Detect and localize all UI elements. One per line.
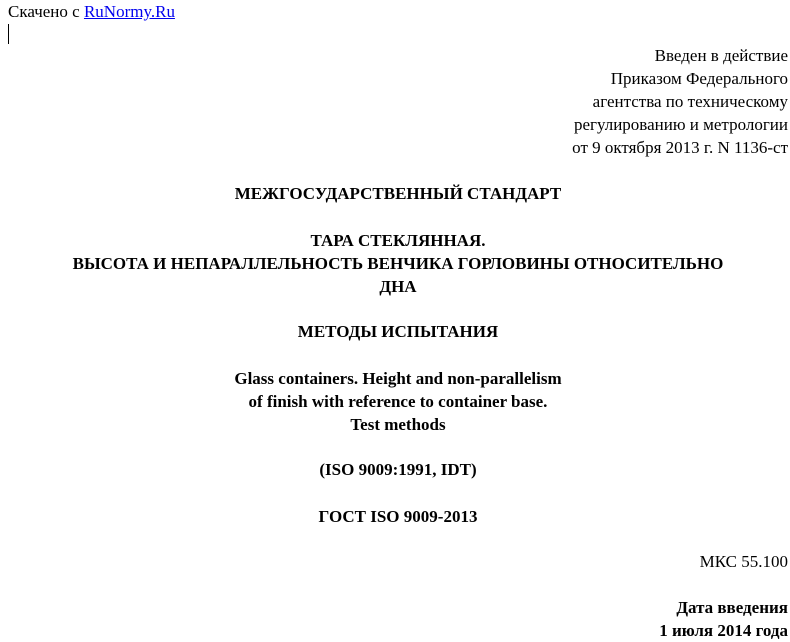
english-title-line-1: Glass containers. Height and non-parallelism xyxy=(234,369,562,388)
text-cursor xyxy=(8,24,9,44)
approval-line: Приказом Федерального xyxy=(610,69,788,88)
approval-line: Введен в действие xyxy=(654,46,788,65)
english-title-line-3: Test methods xyxy=(350,415,446,434)
standard-type: МЕЖГОСУДАРСТВЕННЫЙ СТАНДАРТ xyxy=(234,184,562,203)
approval-line: агентства по техническому xyxy=(592,92,788,111)
mks-code: МКС 55.100 xyxy=(699,552,788,571)
english-title-block xyxy=(0,367,790,436)
source-link[interactable]: RuNormy.Ru xyxy=(83,2,175,21)
introduction-label: Дата введения xyxy=(676,598,788,617)
title-line-1: ТАРА СТЕКЛЯННАЯ. xyxy=(310,231,486,250)
approval-line: от 9 октября 2013 г. N 1136-ст xyxy=(572,138,788,157)
subtitle: МЕТОДЫ ИСПЫТАНИЯ xyxy=(297,322,499,341)
english-title-line-2: of finish with reference to container base. xyxy=(248,392,548,411)
title-line-3: ДНА xyxy=(379,277,417,296)
source-line xyxy=(8,0,175,23)
approval-line: регулированию и метрологии xyxy=(573,115,788,134)
source-prefix: Скачено с xyxy=(8,2,84,21)
introduction-date-block xyxy=(659,596,788,642)
title-line-2: ВЫСОТА И НЕПАРАЛЛЕЛЬНОСТЬ ВЕНЧИКА ГОРЛОВИНЫ ОТНОСИТЕЛЬНО xyxy=(72,254,724,273)
title-block xyxy=(0,229,790,298)
introduction-date: 1 июля 2014 года xyxy=(659,621,788,640)
approval-block xyxy=(572,44,788,159)
gost-number: ГОСТ ISO 9009-2013 xyxy=(318,507,478,526)
iso-reference: (ISO 9009:1991, IDT) xyxy=(319,460,477,479)
